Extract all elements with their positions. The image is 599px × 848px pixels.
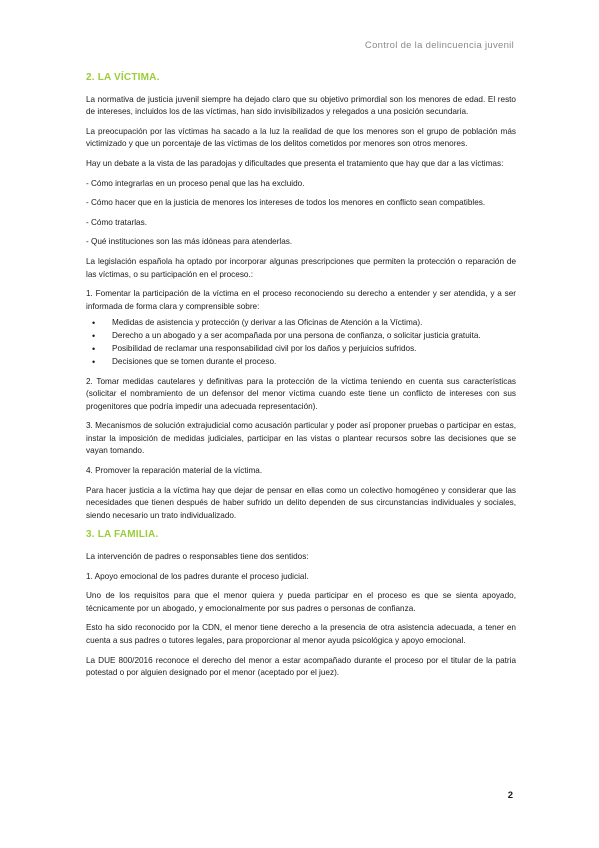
numbered-paragraph: 4. Promover la reparación material de la víctima. <box>86 466 263 476</box>
paragraph: La intervención de padres o responsables tiene dos sentidos: <box>86 552 309 562</box>
paragraph: Hay un debate a la vista de las paradojas y dificultades que presenta el tratamiento que hay que dar a las víctimas: <box>86 158 504 168</box>
running-header: Control de la delincuencia juvenil <box>364 40 514 51</box>
paragraph: Para hacer justicia a la víctima hay que dejar de pensar en ellas como un colectivo homogéneo y considerar que las necesidades que tienen después de haber sufrido un delito dependen de sus circunstancias individuales y sociales, siendo necesario un trato individualizado. <box>86 485 516 520</box>
numbered-paragraph: 3. Mecanismos de solución extrajudicial como acusación particular y poder así proponer pruebas o participar en estas, instar la imposición de medidas judiciales, participar en las vistas o plantear recursos sobre las decisiones que se vayan tomando. <box>86 421 516 456</box>
paragraph: La DUE 800/2016 reconoce el derecho del menor a estar acompañado durante el proceso por el titular de la patria potestad o por alguien designado por el menor (aceptado por el juez). <box>86 655 516 678</box>
paragraph: La preocupación por las víctimas ha sacado a la luz la realidad de que los menores son el grupo de población más victimizado y que un porcentaje de las víctimas de los delitos cometidos por menores son otros menores. <box>86 126 516 149</box>
paragraph: Esto ha sido reconocido por la CDN, el menor tiene derecho a la presencia de otra asistencia adecuada, a tener en cuenta a sus padres o tutores legales, para proporcionar al menor ayuda psicológica y apoyo emocional. <box>86 623 516 645</box>
bullet-item: • Derecho a un abogado y a ser acompañada por una persona de confianza, o solicitar justicia gratuita. <box>112 330 516 343</box>
paragraph: La normativa de justicia juvenil siempre ha dejado claro que su objetivo primordial son los menores de edad. El resto de intereses, incluidos los de las víctimas, han sido invisibilizados y relegados a una posición secundaria. <box>86 94 516 117</box>
bullet-item: • Posibilidad de reclamar una responsabilidad civil por los daños y perjuicios sufridos. <box>112 343 516 356</box>
paragraph: Uno de los requisitos para que el menor quiera y pueda participar en el proceso es que se sienta apoyado, técnicamente por un abogado, y emocionalmente por sus padres o personas de confianza. <box>86 591 516 613</box>
paragraph: La legislación española ha optado por incorporar algunas prescripciones que permiten la protección o reparación de las víctimas, o su participación en el proceso.: <box>86 256 516 279</box>
numbered-paragraph: 1. Fomentar la participación de la víctima en el proceso reconociendo su derecho a entender y ser atendida, y a ser informada de forma clara y comprensible sobre: <box>86 289 516 311</box>
bullet-list <box>86 317 516 368</box>
bullet-item: • Decisiones que se tomen durante el proceso. <box>112 356 516 369</box>
dash-list-item: - Qué instituciones son las más idóneas para atenderlas. <box>86 237 293 247</box>
page-number: 2 <box>507 790 513 801</box>
numbered-paragraph: 2. Tomar medidas cautelares y definitivas para la protección de la víctima teniendo en cuenta sus características (solicitar el nombramiento de un defensor del menor víctima cuando este tiene un conflicto de intereses con sus progenitores que podría impedir una adecuada representación). <box>86 376 516 411</box>
dash-list-item: - Cómo tratarlas. <box>86 217 147 227</box>
section-heading-victima: 2. LA VÍCTIMA. <box>86 72 160 83</box>
numbered-paragraph: 1. Apoyo emocional de los padres durante el proceso judicial. <box>86 571 309 581</box>
section-heading-familia: 3. LA FAMILIA. <box>86 529 159 541</box>
dash-list-item: - Cómo integrarlas en un proceso penal que las ha excluido. <box>86 178 305 188</box>
bullet-item: • Medidas de asistencia y protección (y derivar a las Oficinas de Atención a la Víctima). <box>112 317 516 330</box>
dash-list-item: - Cómo hacer que en la justicia de menores los intereses de todos los menores en conflicto sean compatibles. <box>86 198 486 208</box>
page-content <box>86 70 516 687</box>
